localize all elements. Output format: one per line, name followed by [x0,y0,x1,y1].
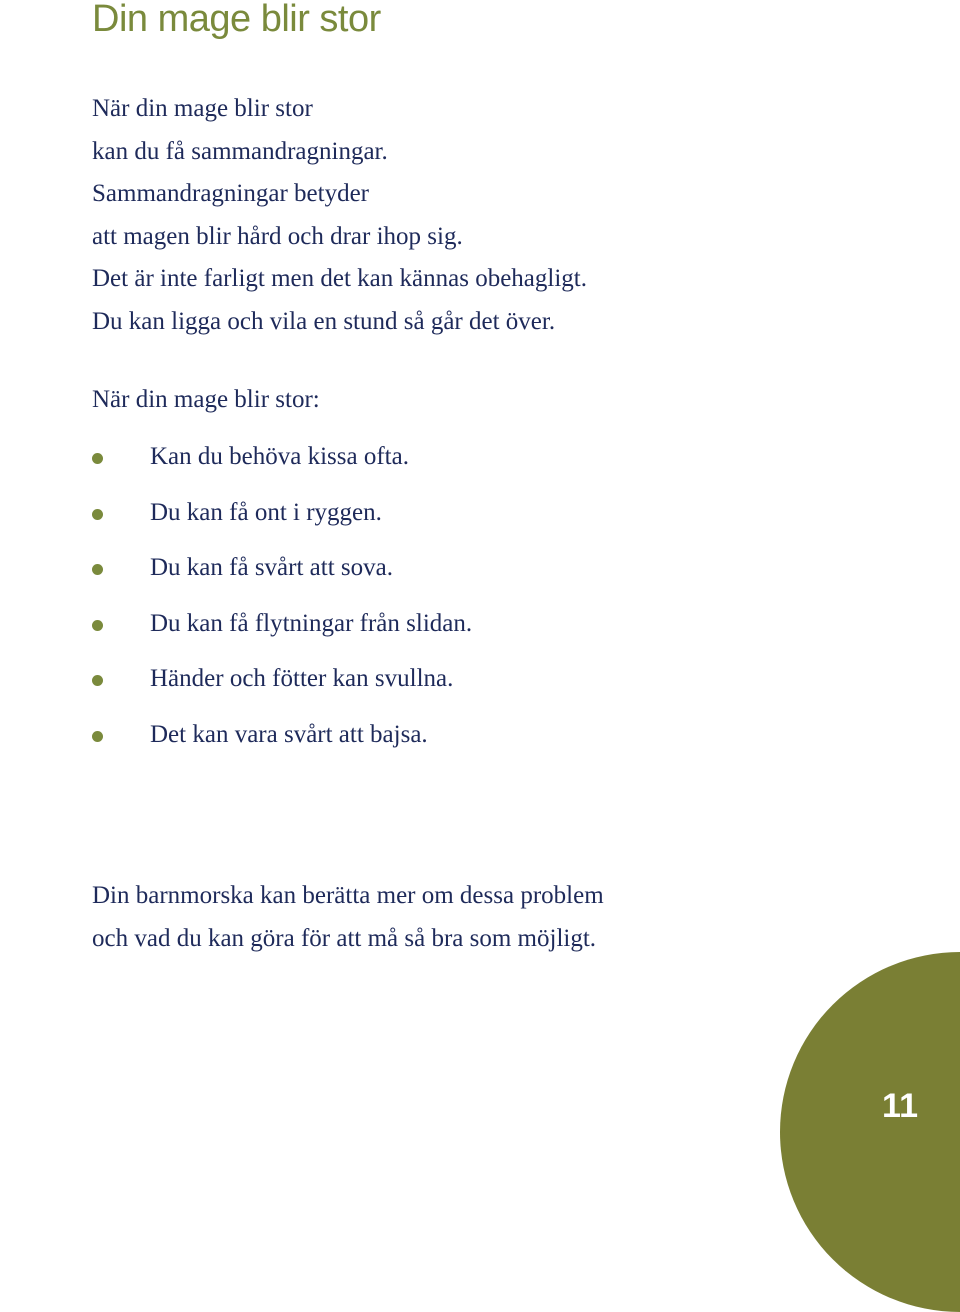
intro-line: kan du få sammandragningar. [92,137,388,165]
intro-line: att magen blir hård och drar ihop sig. [92,222,463,250]
bullet-icon [92,453,103,464]
intro-line: Sammandragningar betyder [92,180,369,207]
intro-paragraph [92,88,587,343]
list-item-text: Det kan vara svårt att bajsa. [150,720,428,748]
list-item-text: Händer och fötter kan svullna. [150,665,454,692]
closing-paragraph [92,875,604,960]
bullet-icon [92,731,103,742]
page-title: Din mage blir stor [92,0,381,40]
list-heading: När din mage blir stor: [92,386,320,413]
bullet-icon [92,509,103,520]
intro-line: Det är inte farligt men det kan kännas obehagligt. [92,265,587,292]
page-number: 11 [882,1087,918,1125]
bullet-icon [92,675,103,686]
corner-decoration [780,952,960,1312]
closing-line: och vad du kan göra för att må så bra som möjligt. [92,924,597,952]
closing-line: Din barnmorska kan berätta mer om dessa problem [92,882,604,909]
list-item-text: Du kan få flytningar från slidan. [150,609,473,637]
list-item-text: Du kan få svårt att sova. [150,554,393,581]
intro-line: Du kan ligga och vila en stund så går det över. [92,307,556,335]
bullet-icon [92,620,103,631]
intro-line: När din mage blir stor [92,95,313,122]
list-item-text: Kan du behöva kissa ofta. [150,443,409,470]
list-item-text: Du kan få ont i ryggen. [150,498,382,526]
bullet-icon [92,564,103,575]
